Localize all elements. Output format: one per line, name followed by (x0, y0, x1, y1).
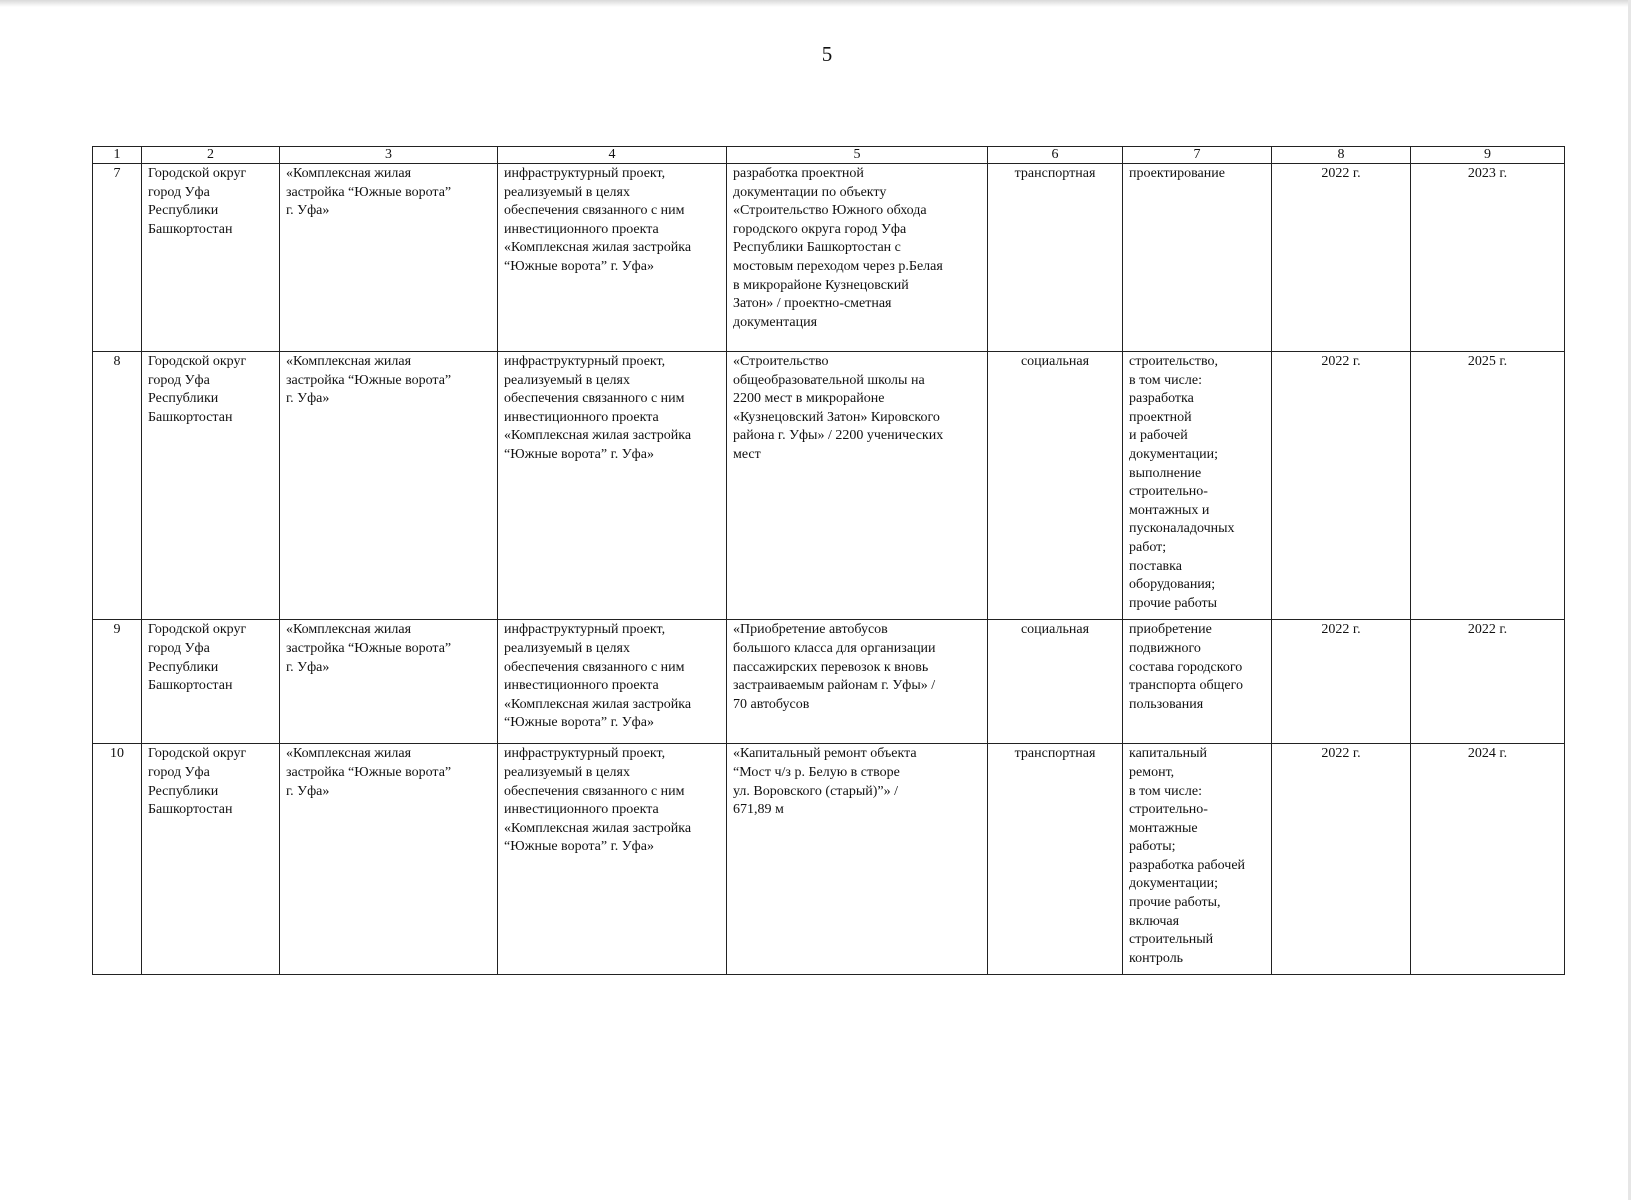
cell-line: района г. Уфы» / 2200 ученических (733, 428, 944, 444)
cell-line: Республики (148, 203, 219, 219)
cell-line: оборудования; (1129, 577, 1216, 593)
cell-line: документации; (1129, 446, 1218, 462)
table-row (93, 744, 1565, 975)
cell-line: инфраструктурный проект, (504, 746, 666, 762)
cell-line: 2200 мест в микрорайоне (733, 391, 885, 407)
cell-line: ул. Воровского (старый)”» / (733, 783, 898, 799)
cell-line: Башкортостан (148, 221, 233, 237)
cell-line: строительно- (1129, 802, 1208, 818)
cell-line: Республики Башкортостан с (733, 240, 901, 256)
cell-line: «Приобретение автобусов (733, 622, 888, 638)
cell-line: Башкортостан (148, 409, 233, 425)
cell-line: 70 автобусов (733, 696, 810, 712)
cell-line: мостовым переходом через р.Белая (733, 258, 943, 274)
cell-line: проектирование (1129, 166, 1225, 181)
cell-line: пользования (1129, 696, 1204, 712)
cell-line: инвестиционного проекта (504, 409, 659, 425)
header-cell: 9 (1411, 147, 1565, 164)
cell-line: включая (1129, 913, 1180, 929)
infrastructure-type-cell: транспортная (988, 164, 1123, 352)
cell-line: монтажных и (1129, 502, 1210, 518)
cell-line: работ; (1129, 539, 1167, 555)
municipality-cell (142, 744, 280, 975)
cell-line: «Комплексная жилая (286, 354, 412, 369)
scan-edge-top (0, 0, 1631, 7)
cell-line: “Южные ворота” г. Уфа» (504, 839, 654, 855)
cell-line: реализуемый в целях (504, 640, 630, 656)
table-body (93, 164, 1565, 975)
cell-line: прочие работы, (1129, 895, 1221, 911)
object-description-cell (727, 744, 988, 975)
cell-line: документации; (1129, 876, 1218, 892)
end-year-cell: 2025 г. (1411, 352, 1565, 620)
projects-table (92, 146, 1565, 975)
investment-project-cell (280, 352, 498, 620)
cell-line: город Уфа (148, 184, 210, 200)
work-type-cell (1123, 744, 1272, 975)
cell-line: застройка “Южные ворота” (286, 640, 452, 656)
investment-project-cell (280, 620, 498, 744)
object-description-cell (727, 164, 988, 352)
cell-line: “Южные ворота” г. Уфа» (504, 446, 654, 462)
header-cell: 3 (280, 147, 498, 164)
cell-line: застройка “Южные ворота” (286, 372, 452, 388)
work-type-cell (1123, 352, 1272, 620)
cell-line: Городской округ (148, 354, 247, 369)
project-type-cell (498, 620, 727, 744)
cell-line: документация (733, 314, 818, 330)
cell-line: пассажирских перевозок к вновь (733, 659, 929, 675)
cell-line: «Комплексная жилая застройка (504, 428, 692, 444)
cell-line: капитальный (1129, 746, 1207, 762)
cell-line: застраиваемым районам г. Уфы» / (733, 678, 936, 694)
cell-line: инвестиционного проекта (504, 678, 659, 694)
cell-line: реализуемый в целях (504, 184, 630, 200)
cell-line: Башкортостан (148, 802, 233, 818)
cell-line: контроль (1129, 950, 1184, 966)
end-year-cell: 2023 г. (1411, 164, 1565, 352)
municipality-cell (142, 352, 280, 620)
cell-line: г. Уфа» (286, 783, 330, 799)
cell-line: состава городского (1129, 659, 1243, 675)
cell-line: «Комплексная жилая (286, 622, 412, 638)
cell-line: Башкортостан (148, 678, 233, 694)
cell-line: монтажные (1129, 820, 1198, 836)
start-year-cell: 2022 г. (1272, 620, 1411, 744)
row-number-cell: 8 (93, 352, 142, 620)
header-cell: 8 (1272, 147, 1411, 164)
cell-line: “Мост ч/з р. Белую в створе (733, 764, 900, 780)
header-cell: 5 (727, 147, 988, 164)
cell-line: общеобразовательной школы на (733, 372, 925, 388)
work-type-cell (1123, 164, 1272, 352)
cell-line: пусконаладочных (1129, 521, 1235, 537)
cell-line: обеспечения связанного с ним (504, 659, 685, 675)
cell-line: выполнение (1129, 465, 1202, 481)
cell-line: Городской округ (148, 166, 247, 181)
cell-line: прочие работы (1129, 595, 1218, 611)
cell-line: обеспечения связанного с ним (504, 391, 685, 407)
header-cell: 7 (1123, 147, 1272, 164)
table-row (93, 620, 1565, 744)
investment-project-cell (280, 744, 498, 975)
cell-line: «Строительство (733, 354, 829, 369)
header-cell: 6 (988, 147, 1123, 164)
start-year-cell: 2022 г. (1272, 744, 1411, 975)
infrastructure-type-cell: транспортная (988, 744, 1123, 975)
cell-line: строительство, (1129, 354, 1219, 369)
row-number-cell: 9 (93, 620, 142, 744)
object-description-cell (727, 620, 988, 744)
cell-line: разработка проектной (733, 166, 864, 181)
cell-line: городского округа город Уфа (733, 221, 907, 237)
cell-line: ремонт, (1129, 764, 1175, 780)
cell-line: обеспечения связанного с ним (504, 203, 685, 219)
cell-line: застройка “Южные ворота” (286, 764, 452, 780)
cell-line: инфраструктурный проект, (504, 166, 666, 181)
cell-line: «Комплексная жилая застройка (504, 696, 692, 712)
cell-line: Республики (148, 391, 219, 407)
cell-line: город Уфа (148, 764, 210, 780)
end-year-cell: 2024 г. (1411, 744, 1565, 975)
municipality-cell (142, 164, 280, 352)
cell-line: обеспечения связанного с ним (504, 783, 685, 799)
investment-project-cell (280, 164, 498, 352)
cell-line: г. Уфа» (286, 203, 330, 219)
cell-line: «Комплексная жилая (286, 166, 412, 181)
cell-line: г. Уфа» (286, 391, 330, 407)
cell-line: «Комплексная жилая застройка (504, 820, 692, 836)
cell-line: г. Уфа» (286, 659, 330, 675)
cell-line: инфраструктурный проект, (504, 622, 666, 638)
page-number: 5 (821, 42, 833, 66)
cell-line: реализуемый в целях (504, 372, 630, 388)
cell-line: Республики (148, 783, 219, 799)
cell-line: “Южные ворота” г. Уфа» (504, 715, 654, 731)
row-number-cell: 10 (93, 744, 142, 975)
table-row (93, 164, 1565, 352)
row-number-cell: 7 (93, 164, 142, 352)
cell-line: «Строительство Южного обхода (733, 203, 927, 219)
cell-line: документации по объекту (733, 184, 887, 200)
cell-line: поставка (1129, 558, 1182, 574)
cell-line: Городской округ (148, 622, 247, 638)
cell-line: подвижного (1129, 640, 1201, 656)
cell-line: Республики (148, 659, 219, 675)
cell-line: «Комплексная жилая (286, 746, 412, 762)
cell-line: «Капитальный ремонт объекта (733, 746, 917, 762)
start-year-cell: 2022 г. (1272, 352, 1411, 620)
infrastructure-type-cell: социальная (988, 620, 1123, 744)
cell-line: город Уфа (148, 640, 210, 656)
cell-line: большого класса для организации (733, 640, 936, 656)
cell-line: разработка рабочей (1129, 857, 1246, 873)
header-cell: 1 (93, 147, 142, 164)
object-description-cell (727, 352, 988, 620)
cell-line: транспорта общего (1129, 678, 1244, 694)
project-type-cell (498, 164, 727, 352)
cell-line: мест (733, 446, 761, 462)
cell-line: в том числе: (1129, 783, 1202, 799)
cell-line: и рабочей (1129, 428, 1188, 444)
cell-line: строительно- (1129, 484, 1208, 500)
cell-line: инфраструктурный проект, (504, 354, 666, 369)
cell-line: работы; (1129, 839, 1176, 855)
project-type-cell (498, 744, 727, 975)
start-year-cell: 2022 г. (1272, 164, 1411, 352)
cell-line: «Комплексная жилая застройка (504, 240, 692, 256)
cell-line: в микрорайоне Кузнецовский (733, 277, 909, 293)
work-type-cell (1123, 620, 1272, 744)
project-type-cell (498, 352, 727, 620)
cell-line: город Уфа (148, 372, 210, 388)
header-cell: 4 (498, 147, 727, 164)
cell-line: застройка “Южные ворота” (286, 184, 452, 200)
cell-line: проектной (1129, 409, 1192, 425)
cell-line: строительный (1129, 932, 1214, 948)
cell-line: 671,89 м (733, 802, 784, 818)
cell-line: Затон» / проектно-сметная (733, 296, 892, 312)
table-row (93, 352, 1565, 620)
end-year-cell: 2022 г. (1411, 620, 1565, 744)
cell-line: разработка (1129, 391, 1194, 407)
municipality-cell (142, 620, 280, 744)
cell-line: инвестиционного проекта (504, 221, 659, 237)
cell-line: “Южные ворота” г. Уфа» (504, 258, 654, 274)
cell-line: в том числе: (1129, 372, 1202, 388)
cell-line: приобретение (1129, 622, 1212, 638)
header-cell: 2 (142, 147, 280, 164)
cell-line: Городской округ (148, 746, 247, 762)
infrastructure-type-cell: социальная (988, 352, 1123, 620)
header-row (93, 147, 1565, 164)
cell-line: реализуемый в целях (504, 764, 630, 780)
cell-line: «Кузнецовский Затон» Кировского (733, 409, 940, 425)
cell-line: инвестиционного проекта (504, 802, 659, 818)
